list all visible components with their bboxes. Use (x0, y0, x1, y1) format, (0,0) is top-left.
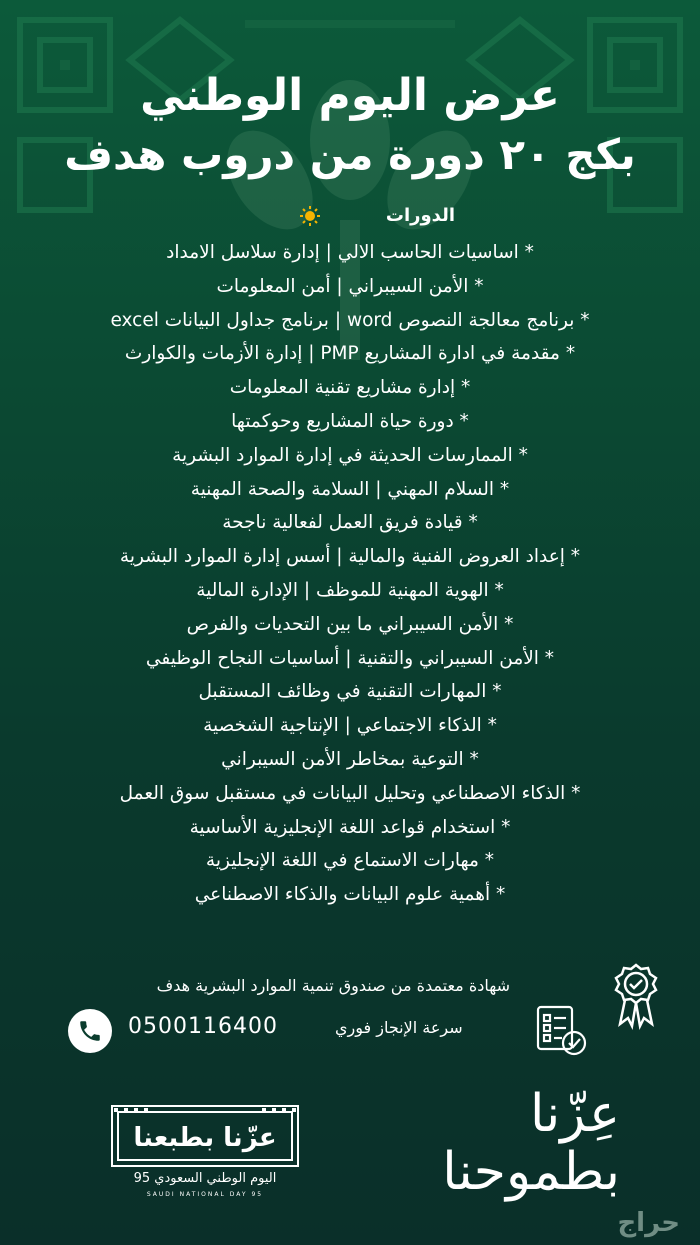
haraj-watermark: حراج (617, 1208, 680, 1238)
logo-title: عزّنا بطبعنا (133, 1123, 277, 1153)
title-line-1: عرض اليوم الوطني (140, 70, 560, 121)
slogan-logo (370, 1085, 620, 1201)
course-item: * الأمن السيبراني ما بين التحديات والفرص (186, 613, 514, 635)
slogan-line-2: بطموحنا (442, 1142, 620, 1202)
course-item: * الأمن السيبراني | أمن المعلومات (216, 275, 484, 297)
course-item: * مهارات الاستماع في اللغة الإنجليزية (205, 850, 495, 872)
speed-text: سرعة الإنجاز فوري (335, 1018, 463, 1037)
course-item: * أهمية علوم البيانات والذكاء الاصطناعي (194, 884, 506, 906)
course-item: * إعداد العروض الفنية والمالية | أسس إدارة الموارد البشرية (119, 546, 581, 568)
checklist-icon (536, 1003, 588, 1057)
course-item: * مقدمة في ادارة المشاريع PMP | إدارة الأزمات والكوارث (124, 343, 576, 365)
course-item: * المهارات التقنية في وظائف المستقبل (198, 681, 502, 703)
title-line-2: بكج ٢٠ دورة من دروب هدف (64, 130, 636, 179)
sun-icon (300, 206, 320, 226)
phone-button[interactable] (68, 1009, 112, 1053)
logo-caption: SAUDI NATIONAL DAY 95 (146, 1191, 264, 1198)
phone-icon (77, 1018, 103, 1044)
course-item: * الهوية المهنية للموظف | الإدارة المالية (196, 579, 504, 601)
courses-heading: الدورات (385, 205, 455, 226)
logo-subtitle: اليوم الوطني السعودي 95 (133, 1171, 277, 1186)
national-day-logo (100, 1102, 310, 1202)
course-item: * الذكاء الاصطناعي وتحليل البيانات في مستقبل سوق العمل (119, 782, 581, 804)
course-item: * دورة حياة المشاريع وحوكمتها (231, 410, 469, 432)
course-item: * اساسيات الحاسب الالي | إدارة سلاسل الامداد (166, 242, 534, 263)
slogan-line-1: عِزّنا (529, 1084, 620, 1144)
course-item: * استخدام قواعد اللغة الإنجليزية الأساسية (189, 816, 511, 838)
course-item: * برنامج معالجة النصوص word | برنامج جداول البيانات excel (110, 309, 590, 331)
course-item: * الممارسات الحديثة في إدارة الموارد البشرية (172, 444, 528, 466)
course-item: * إدارة مشاريع تقنية المعلومات (229, 377, 471, 399)
course-item: * الذكاء الاجتماعي | الإنتاجية الشخصية (203, 715, 497, 737)
certificate-text: شهادة معتمدة من صندوق تنمية الموارد البشرية هدف (156, 976, 510, 995)
course-item: * الأمن السيبراني والتقنية | أساسيات النجاح الوظيفي (145, 647, 555, 669)
course-item: * السلام المهني | السلامة والصحة المهنية (190, 478, 510, 500)
course-item: * التوعية بمخاطر الأمن السيبراني (221, 748, 479, 770)
courses-list (0, 236, 700, 912)
certificate-badge-icon (610, 962, 662, 1030)
course-item: * قيادة فريق العمل لفعالية ناجحة (222, 512, 478, 534)
phone-number[interactable]: 0500116400 (128, 1014, 278, 1039)
